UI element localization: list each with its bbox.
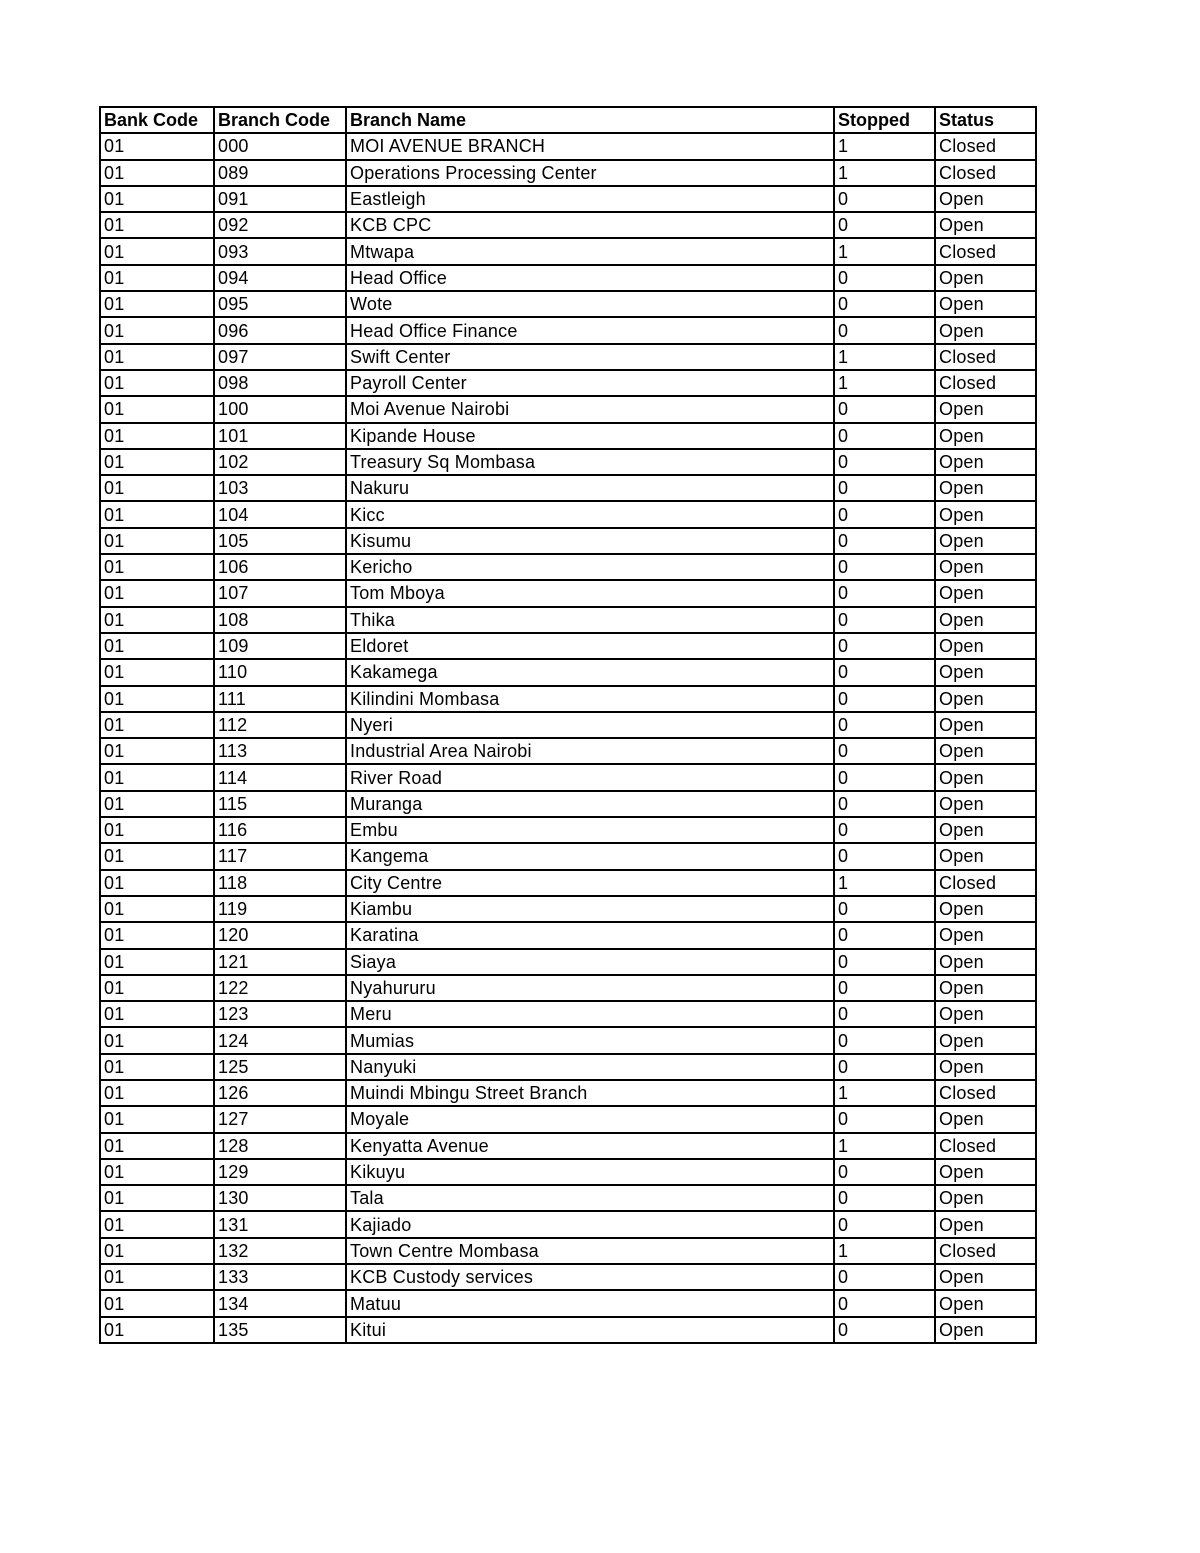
cell-bank-code: 01	[100, 1264, 214, 1290]
cell-stopped: 1	[834, 160, 935, 186]
cell-branch-code: 133	[214, 1264, 346, 1290]
cell-bank-code: 01	[100, 133, 214, 159]
cell-status: Open	[935, 686, 1036, 712]
cell-status: Open	[935, 1264, 1036, 1290]
cell-branch-name: Kisumu	[346, 528, 834, 554]
cell-branch-name: Embu	[346, 817, 834, 843]
cell-bank-code: 01	[100, 1054, 214, 1080]
cell-stopped: 0	[834, 580, 935, 606]
cell-branch-code: 108	[214, 607, 346, 633]
cell-stopped: 0	[834, 738, 935, 764]
cell-stopped: 0	[834, 764, 935, 790]
cell-branch-code: 093	[214, 238, 346, 264]
cell-status: Open	[935, 186, 1036, 212]
cell-status: Open	[935, 212, 1036, 238]
cell-branch-name: Payroll Center	[346, 370, 834, 396]
cell-stopped: 0	[834, 1264, 935, 1290]
cell-bank-code: 01	[100, 791, 214, 817]
cell-stopped: 0	[834, 975, 935, 1001]
cell-stopped: 1	[834, 238, 935, 264]
cell-branch-code: 112	[214, 712, 346, 738]
cell-bank-code: 01	[100, 817, 214, 843]
table-row	[100, 817, 1036, 843]
cell-branch-name: Kilindini Mombasa	[346, 686, 834, 712]
cell-stopped: 0	[834, 659, 935, 685]
cell-bank-code: 01	[100, 1080, 214, 1106]
table-row	[100, 554, 1036, 580]
table-row	[100, 1211, 1036, 1237]
cell-stopped: 0	[834, 186, 935, 212]
cell-status: Open	[935, 949, 1036, 975]
cell-bank-code: 01	[100, 186, 214, 212]
cell-branch-code: 109	[214, 633, 346, 659]
column-header-branch-name: Branch Name	[346, 107, 834, 133]
cell-branch-name: River Road	[346, 764, 834, 790]
cell-branch-code: 101	[214, 423, 346, 449]
cell-bank-code: 01	[100, 843, 214, 869]
cell-status: Closed	[935, 160, 1036, 186]
table-row	[100, 449, 1036, 475]
cell-branch-name: Moyale	[346, 1106, 834, 1132]
cell-status: Open	[935, 1290, 1036, 1316]
cell-branch-name: Matuu	[346, 1290, 834, 1316]
table-row	[100, 791, 1036, 817]
cell-status: Open	[935, 1317, 1036, 1343]
cell-branch-name: Moi Avenue Nairobi	[346, 396, 834, 422]
cell-branch-code: 118	[214, 870, 346, 896]
column-header-status: Status	[935, 107, 1036, 133]
cell-bank-code: 01	[100, 738, 214, 764]
table-row	[100, 1027, 1036, 1053]
cell-status: Closed	[935, 238, 1036, 264]
cell-branch-name: Town Centre Mombasa	[346, 1238, 834, 1264]
table-row	[100, 580, 1036, 606]
cell-bank-code: 01	[100, 160, 214, 186]
cell-branch-code: 089	[214, 160, 346, 186]
cell-branch-name: MOI AVENUE BRANCH	[346, 133, 834, 159]
cell-branch-name: Nyahururu	[346, 975, 834, 1001]
table-row	[100, 1054, 1036, 1080]
table-row	[100, 1185, 1036, 1211]
table-row	[100, 607, 1036, 633]
cell-status: Open	[935, 501, 1036, 527]
table-row	[100, 686, 1036, 712]
table-row	[100, 317, 1036, 343]
cell-status: Open	[935, 449, 1036, 475]
cell-branch-code: 115	[214, 791, 346, 817]
cell-branch-code: 107	[214, 580, 346, 606]
cell-branch-name: Eastleigh	[346, 186, 834, 212]
cell-status: Open	[935, 554, 1036, 580]
table-row	[100, 1106, 1036, 1132]
cell-bank-code: 01	[100, 423, 214, 449]
column-header-bank-code: Bank Code	[100, 107, 214, 133]
cell-stopped: 0	[834, 686, 935, 712]
cell-bank-code: 01	[100, 1133, 214, 1159]
cell-bank-code: 01	[100, 870, 214, 896]
cell-bank-code: 01	[100, 949, 214, 975]
table-row	[100, 370, 1036, 396]
header-row	[100, 107, 1036, 133]
cell-branch-name: Muindi Mbingu Street Branch	[346, 1080, 834, 1106]
cell-branch-name: Tala	[346, 1185, 834, 1211]
cell-stopped: 1	[834, 370, 935, 396]
cell-branch-code: 103	[214, 475, 346, 501]
cell-stopped: 1	[834, 344, 935, 370]
cell-branch-name: Industrial Area Nairobi	[346, 738, 834, 764]
cell-bank-code: 01	[100, 975, 214, 1001]
cell-stopped: 1	[834, 1238, 935, 1264]
cell-branch-name: Kiambu	[346, 896, 834, 922]
cell-branch-code: 100	[214, 396, 346, 422]
cell-stopped: 0	[834, 501, 935, 527]
cell-branch-code: 102	[214, 449, 346, 475]
cell-stopped: 0	[834, 1001, 935, 1027]
cell-stopped: 0	[834, 1027, 935, 1053]
cell-bank-code: 01	[100, 317, 214, 343]
cell-status: Closed	[935, 1080, 1036, 1106]
cell-branch-code: 105	[214, 528, 346, 554]
table-row	[100, 896, 1036, 922]
table-row	[100, 870, 1036, 896]
cell-branch-name: Karatina	[346, 922, 834, 948]
cell-bank-code: 01	[100, 712, 214, 738]
cell-bank-code: 01	[100, 1211, 214, 1237]
cell-bank-code: 01	[100, 1106, 214, 1132]
cell-status: Open	[935, 607, 1036, 633]
cell-branch-code: 121	[214, 949, 346, 975]
cell-branch-name: Kangema	[346, 843, 834, 869]
cell-status: Open	[935, 738, 1036, 764]
table-row	[100, 975, 1036, 1001]
cell-branch-name: KCB Custody services	[346, 1264, 834, 1290]
cell-stopped: 0	[834, 291, 935, 317]
cell-branch-name: Kicc	[346, 501, 834, 527]
cell-branch-code: 122	[214, 975, 346, 1001]
cell-status: Open	[935, 265, 1036, 291]
cell-status: Open	[935, 1106, 1036, 1132]
cell-status: Open	[935, 1211, 1036, 1237]
cell-status: Closed	[935, 133, 1036, 159]
cell-stopped: 1	[834, 1080, 935, 1106]
cell-branch-name: Tom Mboya	[346, 580, 834, 606]
cell-branch-name: Siaya	[346, 949, 834, 975]
cell-status: Open	[935, 896, 1036, 922]
cell-branch-code: 097	[214, 344, 346, 370]
cell-status: Open	[935, 423, 1036, 449]
cell-branch-code: 119	[214, 896, 346, 922]
cell-status: Open	[935, 475, 1036, 501]
cell-status: Closed	[935, 870, 1036, 896]
cell-status: Open	[935, 633, 1036, 659]
cell-bank-code: 01	[100, 1159, 214, 1185]
table-row	[100, 291, 1036, 317]
table-row	[100, 1264, 1036, 1290]
cell-bank-code: 01	[100, 607, 214, 633]
cell-status: Open	[935, 1001, 1036, 1027]
cell-stopped: 0	[834, 817, 935, 843]
cell-bank-code: 01	[100, 764, 214, 790]
cell-branch-name: Operations Processing Center	[346, 160, 834, 186]
cell-bank-code: 01	[100, 896, 214, 922]
cell-branch-name: Kenyatta Avenue	[346, 1133, 834, 1159]
cell-bank-code: 01	[100, 686, 214, 712]
table-row	[100, 133, 1036, 159]
cell-stopped: 1	[834, 870, 935, 896]
cell-stopped: 0	[834, 607, 935, 633]
cell-bank-code: 01	[100, 528, 214, 554]
cell-branch-name: Mumias	[346, 1027, 834, 1053]
cell-bank-code: 01	[100, 291, 214, 317]
cell-branch-name: City Centre	[346, 870, 834, 896]
cell-stopped: 0	[834, 423, 935, 449]
cell-branch-name: KCB CPC	[346, 212, 834, 238]
table-row	[100, 1317, 1036, 1343]
cell-stopped: 0	[834, 265, 935, 291]
cell-status: Closed	[935, 370, 1036, 396]
cell-stopped: 0	[834, 843, 935, 869]
cell-branch-name: Thika	[346, 607, 834, 633]
cell-bank-code: 01	[100, 1001, 214, 1027]
cell-branch-name: Kericho	[346, 554, 834, 580]
cell-branch-code: 091	[214, 186, 346, 212]
cell-stopped: 0	[834, 475, 935, 501]
cell-status: Open	[935, 764, 1036, 790]
cell-branch-code: 096	[214, 317, 346, 343]
cell-status: Open	[935, 659, 1036, 685]
table-row	[100, 212, 1036, 238]
table-row	[100, 501, 1036, 527]
column-header-branch-code: Branch Code	[214, 107, 346, 133]
table-row	[100, 344, 1036, 370]
cell-bank-code: 01	[100, 633, 214, 659]
cell-status: Open	[935, 1027, 1036, 1053]
cell-stopped: 0	[834, 528, 935, 554]
cell-branch-code: 111	[214, 686, 346, 712]
cell-branch-name: Nyeri	[346, 712, 834, 738]
cell-status: Open	[935, 291, 1036, 317]
cell-bank-code: 01	[100, 396, 214, 422]
table-row	[100, 1290, 1036, 1316]
table-header	[100, 107, 1036, 133]
cell-branch-code: 092	[214, 212, 346, 238]
cell-branch-code: 126	[214, 1080, 346, 1106]
cell-branch-code: 113	[214, 738, 346, 764]
cell-branch-name: Meru	[346, 1001, 834, 1027]
table-row	[100, 1133, 1036, 1159]
cell-stopped: 0	[834, 1317, 935, 1343]
cell-branch-name: Kakamega	[346, 659, 834, 685]
table-row	[100, 160, 1036, 186]
cell-bank-code: 01	[100, 501, 214, 527]
cell-branch-code: 104	[214, 501, 346, 527]
cell-branch-name: Nakuru	[346, 475, 834, 501]
cell-stopped: 0	[834, 317, 935, 343]
cell-branch-code: 124	[214, 1027, 346, 1053]
cell-stopped: 0	[834, 922, 935, 948]
cell-status: Open	[935, 1185, 1036, 1211]
table-row	[100, 922, 1036, 948]
table-row	[100, 1080, 1036, 1106]
table-row	[100, 712, 1036, 738]
cell-bank-code: 01	[100, 344, 214, 370]
cell-status: Closed	[935, 1238, 1036, 1264]
cell-branch-code: 116	[214, 817, 346, 843]
cell-stopped: 0	[834, 449, 935, 475]
table-row	[100, 528, 1036, 554]
cell-stopped: 0	[834, 1211, 935, 1237]
cell-stopped: 1	[834, 133, 935, 159]
table-row	[100, 738, 1036, 764]
cell-bank-code: 01	[100, 580, 214, 606]
cell-status: Open	[935, 975, 1036, 1001]
table-row	[100, 1159, 1036, 1185]
table-body	[100, 133, 1036, 1343]
cell-status: Open	[935, 843, 1036, 869]
table-row	[100, 843, 1036, 869]
table-row	[100, 475, 1036, 501]
cell-bank-code: 01	[100, 265, 214, 291]
cell-branch-name: Swift Center	[346, 344, 834, 370]
branch-table	[99, 106, 1037, 1344]
cell-bank-code: 01	[100, 1185, 214, 1211]
cell-branch-code: 125	[214, 1054, 346, 1080]
table-row	[100, 238, 1036, 264]
cell-branch-name: Eldoret	[346, 633, 834, 659]
cell-branch-code: 132	[214, 1238, 346, 1264]
table-row	[100, 659, 1036, 685]
cell-bank-code: 01	[100, 475, 214, 501]
cell-stopped: 0	[834, 554, 935, 580]
cell-branch-code: 134	[214, 1290, 346, 1316]
cell-branch-code: 094	[214, 265, 346, 291]
cell-status: Open	[935, 922, 1036, 948]
cell-branch-name: Kajiado	[346, 1211, 834, 1237]
cell-status: Closed	[935, 1133, 1036, 1159]
cell-stopped: 0	[834, 1185, 935, 1211]
cell-stopped: 0	[834, 949, 935, 975]
cell-branch-code: 106	[214, 554, 346, 580]
cell-branch-code: 123	[214, 1001, 346, 1027]
table-row	[100, 186, 1036, 212]
cell-bank-code: 01	[100, 1238, 214, 1264]
cell-branch-code: 130	[214, 1185, 346, 1211]
table-row	[100, 396, 1036, 422]
cell-bank-code: 01	[100, 922, 214, 948]
cell-bank-code: 01	[100, 1290, 214, 1316]
cell-bank-code: 01	[100, 449, 214, 475]
cell-status: Open	[935, 791, 1036, 817]
table-row	[100, 764, 1036, 790]
cell-stopped: 0	[834, 791, 935, 817]
cell-branch-name: Kikuyu	[346, 1159, 834, 1185]
cell-status: Open	[935, 1159, 1036, 1185]
cell-branch-code: 095	[214, 291, 346, 317]
cell-branch-name: Kipande House	[346, 423, 834, 449]
cell-status: Open	[935, 817, 1036, 843]
cell-branch-name: Nanyuki	[346, 1054, 834, 1080]
table-row	[100, 1001, 1036, 1027]
column-header-stopped: Stopped	[834, 107, 935, 133]
cell-branch-name: Head Office	[346, 265, 834, 291]
cell-branch-name: Head Office Finance	[346, 317, 834, 343]
cell-status: Open	[935, 580, 1036, 606]
cell-branch-code: 000	[214, 133, 346, 159]
cell-status: Open	[935, 1054, 1036, 1080]
cell-branch-code: 117	[214, 843, 346, 869]
cell-stopped: 0	[834, 1054, 935, 1080]
cell-branch-code: 129	[214, 1159, 346, 1185]
cell-status: Open	[935, 528, 1036, 554]
cell-stopped: 0	[834, 1106, 935, 1132]
cell-bank-code: 01	[100, 659, 214, 685]
cell-stopped: 1	[834, 1133, 935, 1159]
cell-stopped: 0	[834, 896, 935, 922]
cell-status: Open	[935, 396, 1036, 422]
cell-status: Open	[935, 317, 1036, 343]
cell-stopped: 0	[834, 633, 935, 659]
cell-branch-code: 120	[214, 922, 346, 948]
cell-branch-code: 135	[214, 1317, 346, 1343]
cell-bank-code: 01	[100, 238, 214, 264]
cell-branch-name: Wote	[346, 291, 834, 317]
cell-branch-name: Kitui	[346, 1317, 834, 1343]
cell-branch-name: Muranga	[346, 791, 834, 817]
cell-stopped: 0	[834, 712, 935, 738]
cell-branch-code: 098	[214, 370, 346, 396]
cell-status: Open	[935, 712, 1036, 738]
cell-branch-code: 128	[214, 1133, 346, 1159]
cell-branch-code: 114	[214, 764, 346, 790]
table-row	[100, 265, 1036, 291]
cell-status: Closed	[935, 344, 1036, 370]
cell-branch-name: Mtwapa	[346, 238, 834, 264]
table-row	[100, 633, 1036, 659]
cell-bank-code: 01	[100, 370, 214, 396]
table-row	[100, 949, 1036, 975]
table-row	[100, 1238, 1036, 1264]
cell-bank-code: 01	[100, 1027, 214, 1053]
cell-stopped: 0	[834, 1159, 935, 1185]
cell-branch-code: 110	[214, 659, 346, 685]
cell-stopped: 0	[834, 1290, 935, 1316]
cell-branch-code: 131	[214, 1211, 346, 1237]
cell-bank-code: 01	[100, 1317, 214, 1343]
cell-bank-code: 01	[100, 212, 214, 238]
cell-stopped: 0	[834, 396, 935, 422]
cell-stopped: 0	[834, 212, 935, 238]
cell-bank-code: 01	[100, 554, 214, 580]
cell-branch-code: 127	[214, 1106, 346, 1132]
table-row	[100, 423, 1036, 449]
cell-branch-name: Treasury Sq Mombasa	[346, 449, 834, 475]
